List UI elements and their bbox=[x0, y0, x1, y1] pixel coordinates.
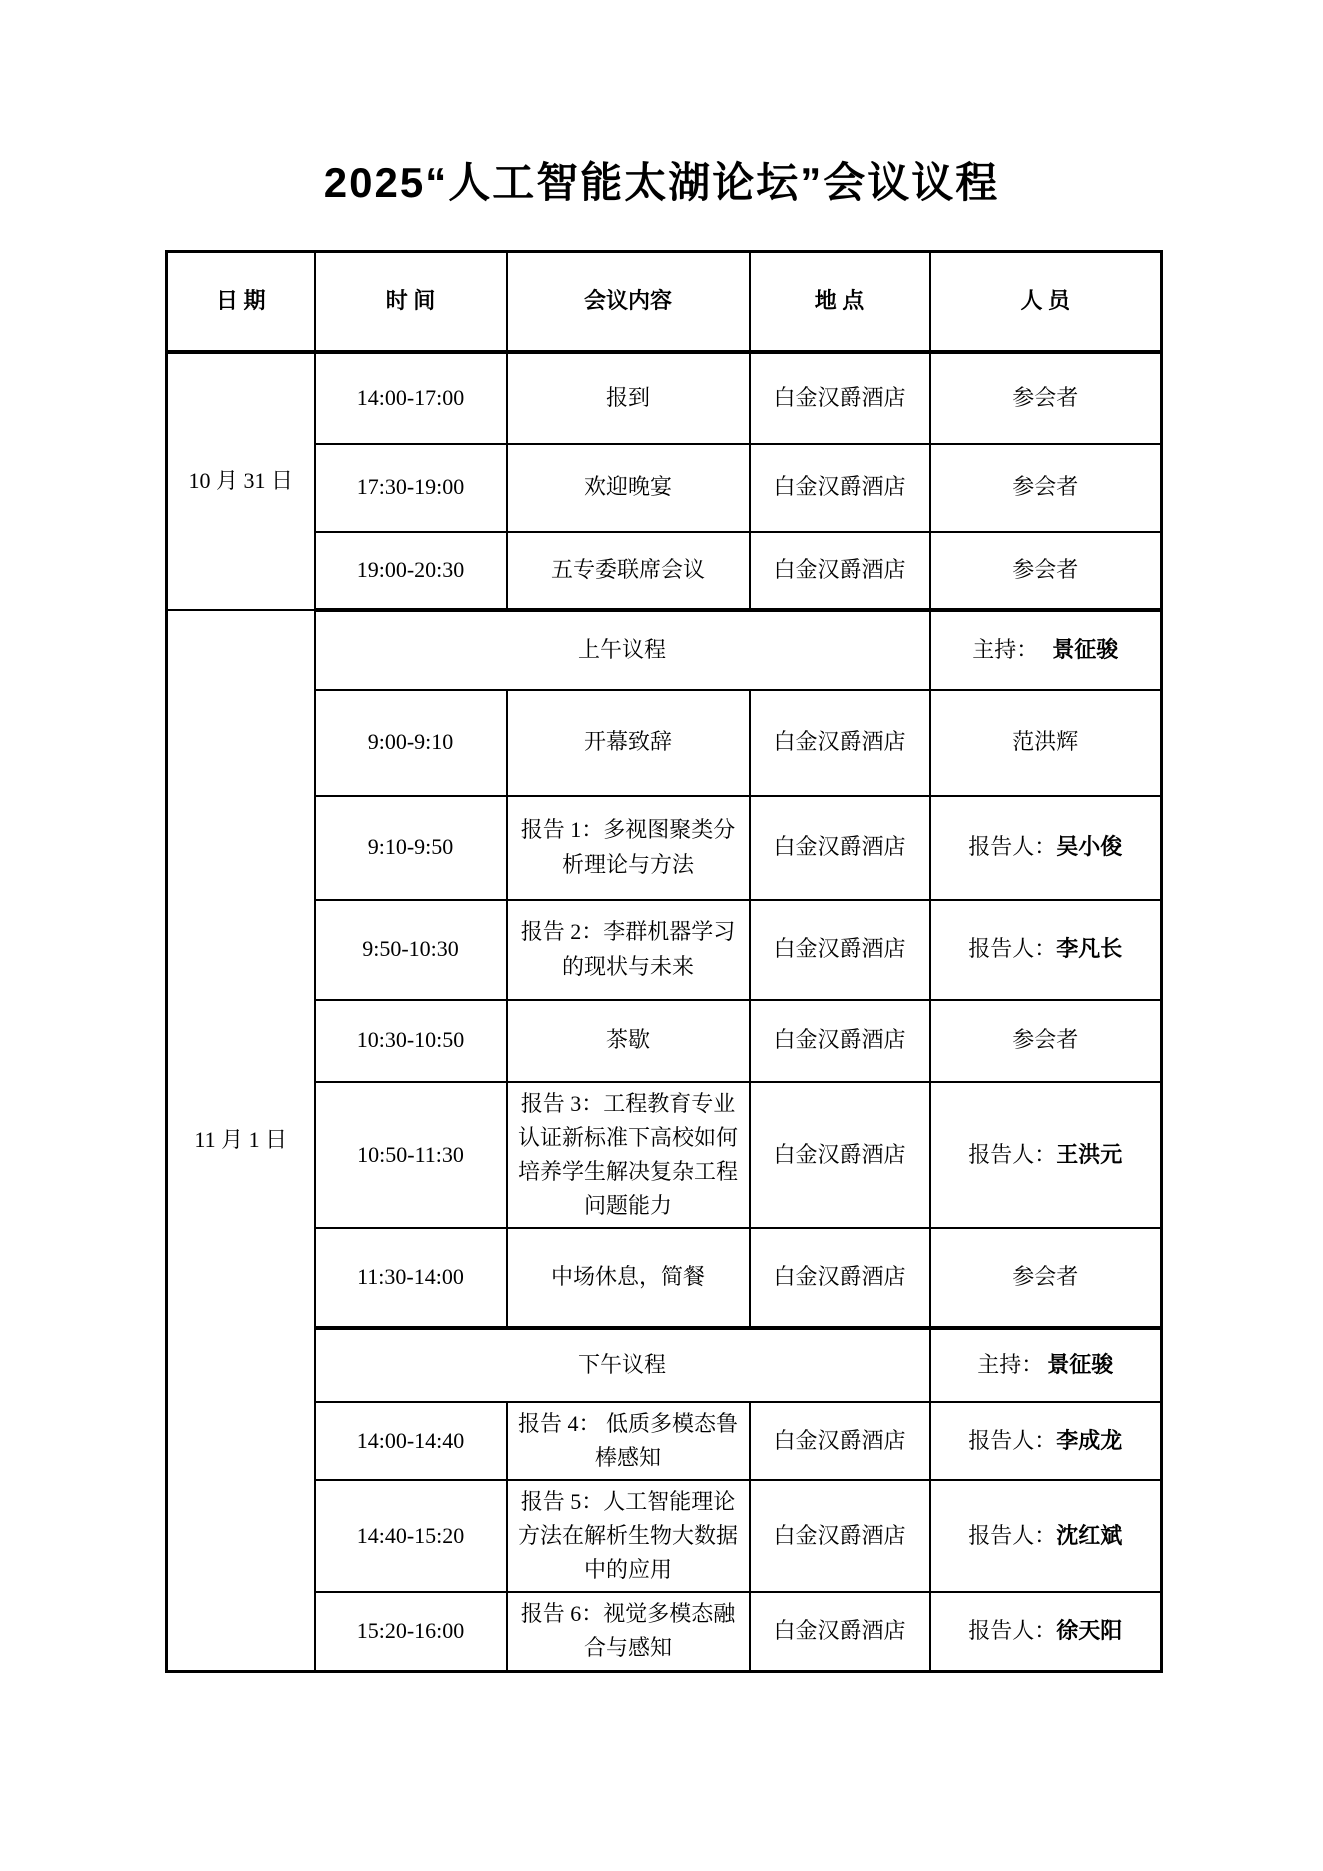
host-label: 主持： bbox=[977, 1352, 1044, 1378]
time-cell: 11:30-14:00 bbox=[315, 1228, 507, 1328]
date-cell-oct31: 10 月 31 日 bbox=[167, 352, 315, 610]
host-name: 景征骏 bbox=[1052, 636, 1119, 662]
person-cell: 参会者 bbox=[930, 532, 1162, 610]
person-label: 报告人： bbox=[968, 834, 1057, 860]
person-cell bbox=[930, 900, 1162, 1000]
person-name: 沈红斌 bbox=[1056, 1523, 1123, 1549]
person-name: 李成龙 bbox=[1056, 1427, 1123, 1453]
time-cell: 14:00-17:00 bbox=[315, 352, 507, 444]
person-label: 报告人： bbox=[968, 1523, 1057, 1549]
time-cell: 19:00-20:30 bbox=[315, 532, 507, 610]
location-cell: 白金汉爵酒店 bbox=[750, 796, 930, 900]
location-cell: 白金汉爵酒店 bbox=[750, 1082, 930, 1228]
time-cell: 10:50-11:30 bbox=[315, 1082, 507, 1228]
time-cell: 10:30-10:50 bbox=[315, 1000, 507, 1082]
person-name: 吴小俊 bbox=[1056, 834, 1123, 860]
person-label: 报告人： bbox=[968, 936, 1057, 962]
table-row bbox=[167, 1480, 1162, 1592]
location-cell: 白金汉爵酒店 bbox=[750, 690, 930, 796]
table-row bbox=[167, 900, 1162, 1000]
person-cell bbox=[930, 1082, 1162, 1228]
section-title-morning: 上午议程 bbox=[315, 610, 930, 690]
content-cell: 中场休息，简餐 bbox=[507, 1228, 750, 1328]
date-cell-nov1: 11 月 1 日 bbox=[167, 610, 315, 1672]
person-cell: 范洪辉 bbox=[930, 690, 1162, 796]
header-time: 时 间 bbox=[315, 252, 507, 352]
section-row-afternoon bbox=[167, 1328, 1162, 1402]
table-row bbox=[167, 1000, 1162, 1082]
page-title: 2025“人工智能太湖论坛”会议议程 bbox=[323, 159, 1000, 206]
time-cell: 17:30-19:00 bbox=[315, 444, 507, 532]
header-content: 会议内容 bbox=[507, 252, 750, 352]
location-cell: 白金汉爵酒店 bbox=[750, 1592, 930, 1671]
table-row bbox=[167, 1228, 1162, 1328]
person-cell bbox=[930, 1480, 1162, 1592]
location-cell: 白金汉爵酒店 bbox=[750, 1480, 930, 1592]
table-row bbox=[167, 1402, 1162, 1480]
table-row bbox=[167, 352, 1162, 444]
section-row-morning bbox=[167, 610, 1162, 690]
host-cell-morning bbox=[930, 610, 1162, 690]
header-location: 地 点 bbox=[750, 252, 930, 352]
time-cell: 14:40-15:20 bbox=[315, 1480, 507, 1592]
person-name: 王洪元 bbox=[1056, 1141, 1123, 1167]
host-label: 主持： bbox=[972, 636, 1039, 662]
time-cell: 14:00-14:40 bbox=[315, 1402, 507, 1480]
content-cell: 茶歇 bbox=[507, 1000, 750, 1082]
person-cell: 参会者 bbox=[930, 1228, 1162, 1328]
content-cell: 开幕致辞 bbox=[507, 690, 750, 796]
content-cell: 报告 2：李群机器学习的现状与未来 bbox=[507, 900, 750, 1000]
person-cell: 参会者 bbox=[930, 352, 1162, 444]
content-cell: 报告 5：人工智能理论方法在解析生物大数据中的应用 bbox=[507, 1480, 750, 1592]
location-cell: 白金汉爵酒店 bbox=[750, 900, 930, 1000]
person-label: 报告人： bbox=[968, 1427, 1057, 1453]
time-cell: 9:00-9:10 bbox=[315, 690, 507, 796]
table-header-row bbox=[167, 252, 1162, 352]
person-name: 徐天阳 bbox=[1056, 1618, 1123, 1644]
agenda-table bbox=[165, 250, 1163, 1673]
person-label: 报告人： bbox=[968, 1141, 1057, 1167]
table-row bbox=[167, 796, 1162, 900]
content-cell: 欢迎晚宴 bbox=[507, 444, 750, 532]
content-cell: 报到 bbox=[507, 352, 750, 444]
location-cell: 白金汉爵酒店 bbox=[750, 1228, 930, 1328]
person-cell: 参会者 bbox=[930, 1000, 1162, 1082]
time-cell: 9:10-9:50 bbox=[315, 796, 507, 900]
table-row bbox=[167, 444, 1162, 532]
content-cell: 报告 3：工程教育专业认证新标准下高校如何培养学生解决复杂工程问题能力 bbox=[507, 1082, 750, 1228]
person-cell: 参会者 bbox=[930, 444, 1162, 532]
header-person: 人 员 bbox=[930, 252, 1162, 352]
person-name: 李凡长 bbox=[1056, 936, 1123, 962]
host-cell-afternoon bbox=[930, 1328, 1162, 1402]
content-cell: 五专委联席会议 bbox=[507, 532, 750, 610]
person-cell bbox=[930, 1402, 1162, 1480]
location-cell: 白金汉爵酒店 bbox=[750, 444, 930, 532]
table-row bbox=[167, 532, 1162, 610]
time-cell: 9:50-10:30 bbox=[315, 900, 507, 1000]
location-cell: 白金汉爵酒店 bbox=[750, 1000, 930, 1082]
location-cell: 白金汉爵酒店 bbox=[750, 1402, 930, 1480]
location-cell: 白金汉爵酒店 bbox=[750, 532, 930, 610]
person-label: 报告人： bbox=[968, 1618, 1057, 1644]
time-cell: 15:20-16:00 bbox=[315, 1592, 507, 1671]
content-cell: 报告 4： 低质多模态鲁棒感知 bbox=[507, 1402, 750, 1480]
table-row bbox=[167, 1592, 1162, 1671]
content-cell: 报告 6：视觉多模态融合与感知 bbox=[507, 1592, 750, 1671]
host-name: 景征骏 bbox=[1047, 1352, 1114, 1378]
header-date: 日 期 bbox=[167, 252, 315, 352]
location-cell: 白金汉爵酒店 bbox=[750, 352, 930, 444]
person-cell bbox=[930, 1592, 1162, 1671]
content-cell: 报告 1：多视图聚类分析理论与方法 bbox=[507, 796, 750, 900]
person-cell bbox=[930, 796, 1162, 900]
table-row bbox=[167, 690, 1162, 796]
section-title-afternoon: 下午议程 bbox=[315, 1328, 930, 1402]
table-row bbox=[167, 1082, 1162, 1228]
